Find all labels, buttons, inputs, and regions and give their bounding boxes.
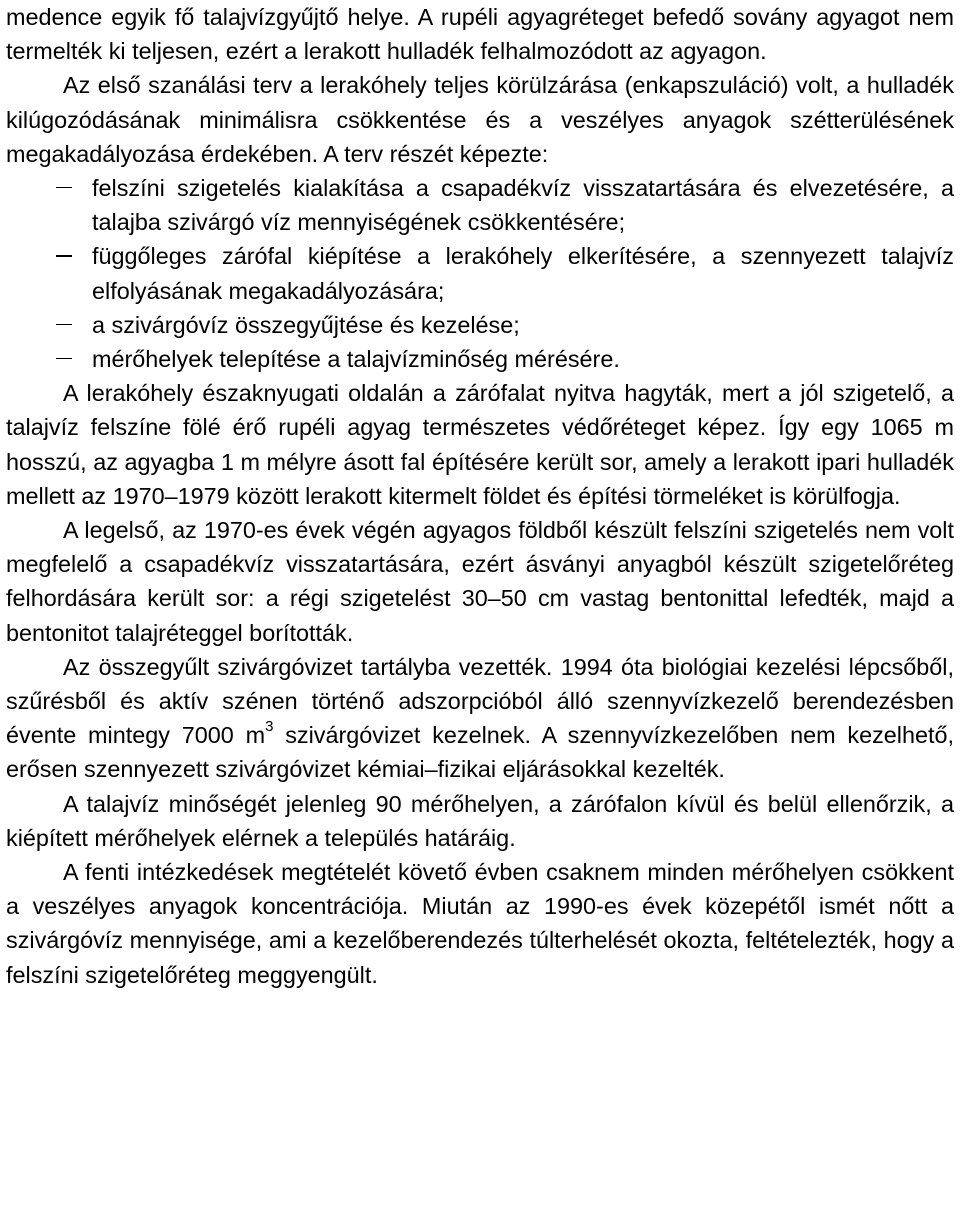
list-item-text: a szivárgóvíz összegyűjtése és kezelése;	[92, 311, 520, 338]
plan-list	[6, 171, 954, 376]
paragraph-continued: medence egyik fő talajvízgyűjtő helye. A rupéli agyagréteget befedő sovány agyagot nem termelték ki teljesen, ezért a lerakott hulladék felhalmozódott az agyagon.	[6, 4, 954, 65]
paragraph-leachate-treatment	[6, 650, 954, 787]
dash-bullet-icon	[56, 324, 72, 325]
leachate-text-after: szivárgóvizet kezelnek. A szennyvízkezelőben nem kezelhető, erősen szennyezett szivárgóvizet kémiai–fizikai eljárásokkal kezelték.	[6, 722, 955, 783]
list-item	[6, 239, 954, 307]
document-page	[6, 0, 954, 992]
paragraph-results: A fenti intézkedések megtételét követő évben csaknem minden mérőhelyen csökkent a veszélyes anyagok koncentrációja. Miután az 1990-es évek közepétől ismét nőtt a szivárgóvíz mennyisége, ami a kezelőberendezés túlterhelését okozta, feltételezték, hogy a felszíni szigetelőréteg meggyengült.	[6, 859, 954, 988]
list-item-text: függőleges zárófal kiépítése a lerakóhely elkerítésére, a szennyezett talajvíz elfolyásának megakadályozására;	[92, 243, 954, 304]
paragraph-barrier-wall: A lerakóhely északnyugati oldalán a zárófalat nyitva hagyták, mert a jól szigetelő, a talajvíz felszíne fölé érő rupéli agyag természetes védőréteget képez. Így egy 1065 m hosszú, az agyagba 1 m mélyre ásott fal építésére került sor, amely a lerakott ipari hulladék mellett az 1970–1979 között lerakott kitermelt földet és építési törmeléket is körülfogja.	[6, 380, 954, 509]
dash-bullet-icon	[56, 255, 72, 256]
paragraph-remediation-plan: Az első szanálási terv a lerakóhely teljes körülzárása (enkapszuláció) volt, a hulladék kilúgozódásának minimálisra csökkentése és a veszélyes anyagok szétterülésének megakadályozása érdekében. A terv részét képezte:	[6, 72, 954, 167]
list-item	[6, 171, 954, 239]
list-item	[6, 342, 954, 376]
dash-bullet-icon	[56, 358, 72, 359]
list-item-text: mérőhelyek telepítése a talajvízminőség mérésére.	[92, 346, 620, 373]
dash-bullet-icon	[56, 187, 72, 188]
cubic-superscript: 3	[265, 718, 274, 736]
leachate-text-before: Az összegyűlt szivárgóvizet tartályba vezették. 1994 óta biológiai kezelési lépcsőből, szűrésből és aktív szénen történő adszorpcióból álló szennyvízkezelő berendezésben évente mintegy 7000 m	[6, 653, 954, 749]
paragraph-surface-sealing: A legelső, az 1970-es évek végén agyagos földből készült felszíni szigetelés nem volt megfelelő a csapadékvíz visszatartására, ezért ásványi anyagból készült szigetelőréteg felhordására került sor: a régi szigetelést 30–50 cm vastag bentonittal lefedték, majd a bentonitot talajréteggel borították.	[6, 517, 954, 646]
list-item	[6, 308, 954, 342]
paragraph-monitoring: A talajvíz minőségét jelenleg 90 mérőhelyen, a zárófalon kívül és belül ellenőrzik, a kiépített mérőhelyek elérnek a település határáig.	[6, 790, 954, 851]
list-item-text: felszíni szigetelés kialakítása a csapadékvíz visszatartására és elvezetésére, a talajba szivárgó víz mennyiségének csökkentésére;	[92, 175, 954, 236]
